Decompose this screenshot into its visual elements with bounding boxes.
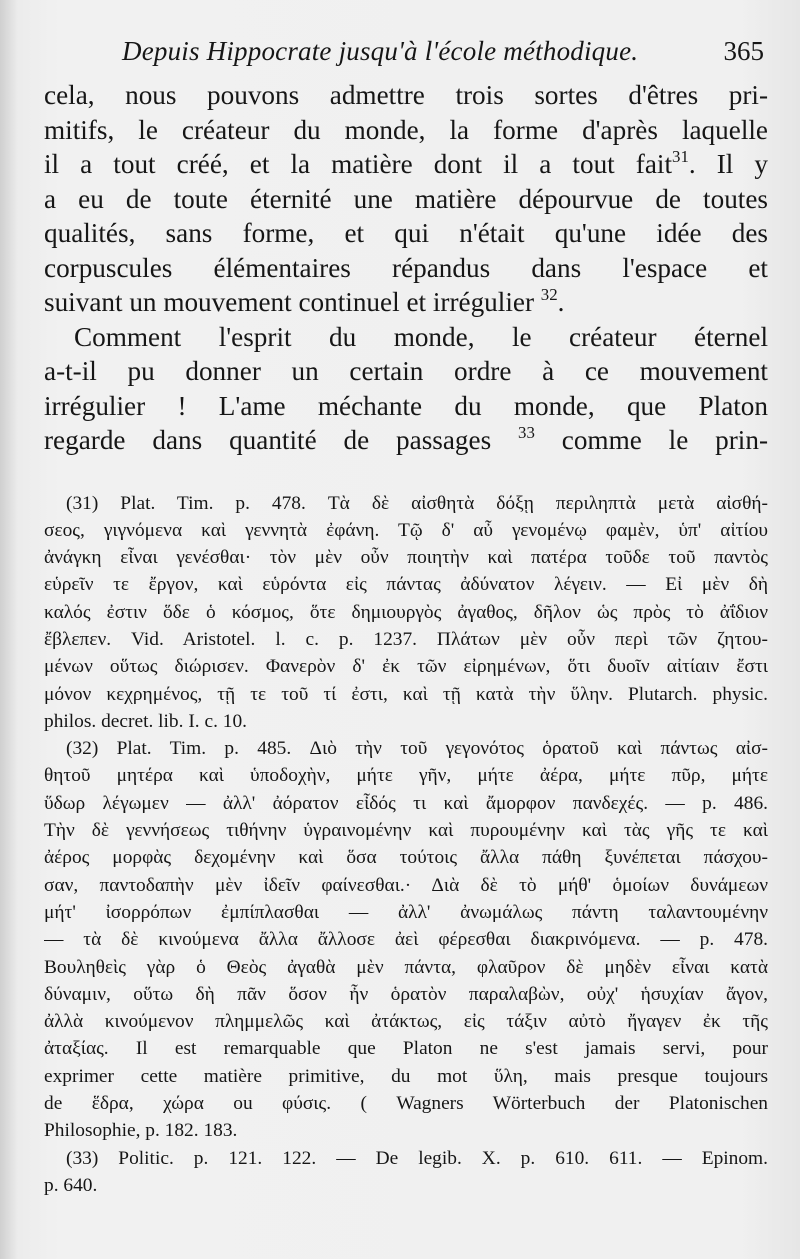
footnote-line: ἀταξίας. Il est remarquable que Platon ne s'est jamais servi, pour <box>44 1038 768 1060</box>
main-text <box>44 78 768 458</box>
footnote-line: μένων οὕτως διώρισεν. Φανερὸν δ' ἐκ τῶν εἰρημένων, ὅτι δυοῖν αἰτίαιν ἔστι <box>44 656 768 678</box>
footnote-line: Τὴν δὲ γεννήσεως τιθήνην ὑγραινομένην καὶ πυρουμένην καὶ τὰς γῆς τε καὶ <box>44 820 768 842</box>
footnote-line: — τὰ δὲ κινούμενα ἄλλα ἄλλοσε ἀεὶ φέρεσθαι διακρινόμενα. — p. 478. <box>44 929 768 951</box>
text-line: regarde dans quantité de passages $^{33}$ comme le prin- <box>44 423 768 455</box>
text-line: irrégulier ! L'ame méchante du monde, que Platon <box>44 390 768 421</box>
footnote-ref-32: 32 <box>540 285 558 305</box>
page-number: 365 <box>723 36 764 66</box>
footnote-line: (31) Plat. Tim. p. 478. Τὰ δὲ αἰσθητὰ δόξῃ περιληπτὰ μετὰ αἰσθή- <box>66 492 768 514</box>
footnotes <box>44 490 768 1200</box>
footnote-line: p. 640. <box>44 1174 98 1196</box>
footnote-line: θητοῦ μητέρα καὶ ὑποδοχὴν, μήτε γῆν, μήτε ἀέρα, μήτε πῦρ, μήτε <box>44 765 768 787</box>
running-title: Depuis Hippocrate jusqu'à l'école méthodique. <box>122 36 639 66</box>
text-line: mitifs, le créateur du monde, la forme d'après laquelle <box>44 114 768 145</box>
text-line: a eu de toute éternité une matière dépourvue de toutes <box>44 183 768 214</box>
footnote-ref-33: 33 <box>518 423 535 443</box>
footnote-32 <box>44 735 768 1144</box>
footnote-33 <box>44 1145 768 1200</box>
text-line: Comment l'esprit du monde, le créateur éternel <box>74 321 768 352</box>
footnote-line: ἀέρος μορφὰς δεχομένην καὶ ὅσα τούτοις ἄλλα πάθη ξυνέπεται πάσχου- <box>44 847 768 869</box>
footnote-line: μήτ' ἰσορρόπων ἐμπίπλασθαι — ἀλλ' ἀνωμάλως πάντη ταλαντουμένην <box>44 901 768 923</box>
footnote-line: εὑρεῖν τε ἔργον, καὶ εὑρόντα εἰς πάντας ἀδύνατον λέγειν. — Εἰ μὲν δὴ <box>44 574 768 596</box>
footnote-line: μόνον κεχρημένος, τῇ τε τοῦ τί ἐστι, καὶ τῇ κατὰ τὴν ὕλην. Plutarch. physic. <box>44 683 768 705</box>
footnote-line: ἀλλὰ κινούμενον πλημμελῶς καὶ ἀτάκτως, εἰς τάξιν αὐτὸ ἤγαγεν ἐκ τῆς <box>44 1011 768 1033</box>
footnote-line: philos. decret. lib. I. c. 10. <box>44 710 248 732</box>
footnote-line: exprimer cette matière primitive, du mot ὕλη, mais presque toujours <box>44 1065 768 1087</box>
footnote-line: σεος, γιγνόμενα καὶ γεννητὰ ἐφάνη. Τῷ δ' αὖ γενομένῳ φαμὲν, ὑπ' αἰτίου <box>44 519 768 541</box>
footnote-line: δύναμιν, οὕτω δὴ πᾶν ὅσον ἦν ὁρατὸν παραλαβὼν, οὐχ' ἡσυχίαν ἄγον, <box>44 983 768 1005</box>
footnote-line: de ἕδρα, χώρα ou φύσις. ( Wagners Wörterbuch der Platonischen <box>44 1093 768 1115</box>
footnote-line: καλός ἐστιν ὅδε ὁ κόσμος, ὅτε δημιουργὸς ἀγαθος, δῆλον ὡς πρὸς τὸ ἀΐδιον <box>44 601 768 623</box>
footnote-line: (33) Politic. p. 121. 122. — De legib. X. p. 610. 611. — Epinom. <box>66 1147 768 1169</box>
text-line: suivant un mouvement continuel et irrégulier $^{32}$. <box>44 285 565 317</box>
footnote-line: (32) Plat. Tim. p. 485. Διὸ τὴν τοῦ γεγονότος ὁρατοῦ καὶ πάντως αἰσ- <box>66 738 768 760</box>
footnote-31 <box>44 490 768 736</box>
footnote-line: Philosophie, p. 182. 183. <box>44 1120 238 1142</box>
running-header <box>44 30 768 78</box>
footnote-line: ἔβλεπεν. Vid. Aristotel. l. c. p. 1237. Πλάτων μὲν οὖν περὶ τῶν ζητου- <box>44 628 768 650</box>
footnote-line: ὕδωρ λέγωμεν — ἀλλ' ἀόρατον εἶδός τι καὶ ἄμορφον πανδεχές. — p. 486. <box>44 792 768 814</box>
text-line: corpuscules élémentaires répandus dans l'espace et <box>44 252 768 283</box>
footnote-line: σαν, παντοδαπὴν μὲν ἰδεῖν φαίνεσθαι.· Διὰ δὲ τὸ μήθ' ὁμοίων δυνάμεων <box>44 874 768 896</box>
text-line: il a tout créé, et la matière dont il a tout fait$^{31}$. Il y <box>44 147 769 179</box>
text-line: cela, nous pouvons admettre trois sortes d'êtres pri- <box>44 80 768 110</box>
text-line: qualités, sans forme, et qui n'était qu'une idée des <box>44 218 768 248</box>
footnote-ref-31: 31 <box>672 147 689 167</box>
text-line: a-t-il pu donner un certain ordre à ce mouvement <box>44 356 768 386</box>
footnote-line: ἀνάγκη εἶναι γενέσθαι· τὸν μὲν οὖν ποιητὴν καὶ πατέρα τοῦδε τοῦ παντὸς <box>44 547 768 569</box>
footnote-line: Βουληθεὶς γὰρ ὁ Θεὸς ἀγαθὰ μὲν πάντα, φλαῦρον δὲ μηδὲν εἶναι κατὰ <box>44 956 768 978</box>
